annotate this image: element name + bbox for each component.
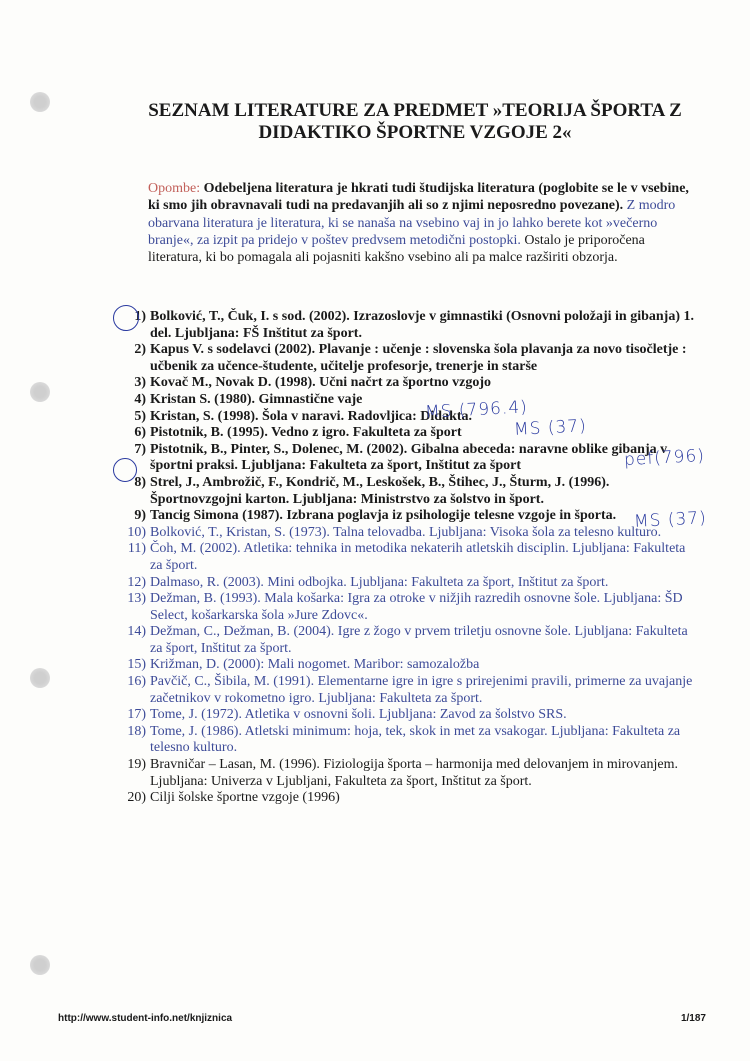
- list-item: [110, 757, 700, 790]
- item-number: 14): [127, 624, 146, 640]
- item-number: 12): [127, 574, 146, 590]
- list-item: [110, 342, 700, 375]
- item-text: Čoh, M. (2002). Atletika: tehnika in metodika nekaterih atletskih disciplin. Ljubljana: Fakulteta za šport.: [150, 541, 686, 573]
- item-text: Dalmaso, R. (2003). Mini odbojka. Ljubljana: Fakulteta za šport, Inštitut za šport.: [150, 574, 609, 590]
- literature-list: [110, 309, 700, 807]
- list-item: [110, 657, 700, 674]
- item-number: 9): [134, 508, 146, 524]
- list-item: [110, 508, 700, 525]
- list-item: [110, 575, 700, 592]
- pen-circle-mark: [113, 458, 137, 482]
- item-text: Tome, J. (1986). Atletski minimum: hoja, tek, skok in met za vsakogar. Ljubljana: Fakulteta za telesno kulturo.: [150, 723, 681, 756]
- item-number: 20): [127, 790, 146, 806]
- item-number: 19): [127, 757, 146, 773]
- item-number: 1): [134, 309, 146, 324]
- handwritten-annotation: MS (37): [513, 416, 588, 440]
- item-text: Dežman, B. (1993). Mala košarka: Igra za otroke v nižjih razredih osnovne šole. Ljubljana: ŠD Select, košarkarska šola »Jure Zdovc«.: [150, 591, 683, 623]
- item-number: 16): [127, 674, 146, 690]
- list-item: [110, 425, 700, 442]
- item-text: Bolković, T., Čuk, I. s sod. (2002). Izrazoslovje v gimnastiki (Osnovni položaji in gibanja) 1. del. Ljubljana: FŠ Inštitut za šport.: [150, 309, 694, 341]
- item-text: Pistotnik, B. (1995). Vedno z igro. Fakulteta za šport: [150, 425, 462, 441]
- item-text: Tome, J. (1972). Atletika v osnovni šoli. Ljubljana: Zavod za šolstvo SRS.: [150, 707, 567, 723]
- list-item: [110, 624, 700, 657]
- note-paragraph: [148, 180, 693, 266]
- list-item: [110, 375, 700, 392]
- footer-url[interactable]: http://www.student-info.net/knjiznica: [58, 1013, 233, 1024]
- page-number: 1/187: [680, 1013, 706, 1024]
- note-blue-text: Z modro obarvana literatura je literatura, ki se nanaša na vsebino vaj in jo lahko berete kot »večerno branje«, za izpit pa pridejo v poštev predvsem metodični postopki.: [148, 198, 676, 248]
- item-number: 10): [127, 524, 146, 540]
- punch-hole: [30, 382, 50, 402]
- item-number: 5): [134, 408, 146, 424]
- item-text: Tancig Simona (1987). Izbrana poglavja iz psihologije telesne vzgoje in športa.: [150, 508, 617, 524]
- item-text: Kristan, S. (1998). Šola v naravi. Radovljica: Didakta.: [150, 408, 473, 424]
- pen-circle-mark: [113, 305, 139, 331]
- list-item: [110, 790, 700, 807]
- item-number: 3): [134, 375, 146, 391]
- list-item: [110, 724, 700, 757]
- item-number: 11): [127, 541, 146, 557]
- item-number: 18): [127, 723, 146, 739]
- list-item: [110, 707, 700, 724]
- item-number: 2): [134, 342, 146, 358]
- item-text: Pavčič, C., Šibila, M. (1991). Elementarne igre in igre s prirejenimi pravili, primerne za uvajanje začetnikov v rokometno igro. Ljubljana: Fakulteta za šport.: [150, 674, 693, 706]
- item-text: Strel, J., Ambrožič, F., Kondrič, M., Leskošek, B., Štihec, J., Šturm, J. (1996). Športnovzgojni karton. Ljubljana: Ministrstvo za šolstvo in šport.: [150, 474, 610, 507]
- item-number: 8): [134, 474, 146, 490]
- item-text: Cilji šolske športne vzgoje (1996): [150, 790, 340, 806]
- item-text: Kapus V. s sodelavci (2002). Plavanje : učenje : slovenska šola plavanja za novo tisočletje : učbenik za učence-študente, učitelje profesorje, trenerje in starše: [150, 342, 687, 374]
- handwritten-annotation: MS (37): [633, 508, 708, 532]
- note-label: Opombe:: [148, 181, 201, 196]
- handwritten-annotation: MS (796.4): [424, 397, 529, 423]
- list-item: [110, 525, 700, 542]
- item-number: 15): [127, 657, 146, 673]
- item-number: 7): [134, 441, 146, 457]
- list-item: [110, 475, 700, 508]
- item-text: Kovač M., Novak D. (1998). Učni načrt za športno vzgojo: [150, 375, 492, 391]
- item-text: Bravničar – Lasan, M. (1996). Fiziologija športa – harmonija med delovanjem in mirovanjem. Ljubljana: Univerza v Ljubljani, Fakulteta za šport, Inštitut za šport.: [150, 757, 678, 789]
- list-item: [110, 442, 700, 475]
- handwritten-annotation: pef(796): [623, 445, 706, 471]
- punch-hole: [30, 92, 50, 112]
- list-item: [110, 541, 700, 574]
- item-text: Bolković, T., Kristan, S. (1973). Talna telovadba. Ljubljana: Visoka šola za telesno kulturo.: [150, 524, 662, 540]
- list-item: [110, 591, 700, 624]
- list-item: [110, 674, 700, 707]
- item-text: Križman, D. (2000): Mali nogomet. Maribor: samozaložba: [150, 657, 480, 673]
- item-number: 17): [127, 707, 146, 723]
- item-number: 6): [134, 425, 146, 441]
- item-number: 13): [127, 591, 146, 607]
- list-item: [110, 392, 700, 409]
- item-text: Dežman, C., Dežman, B. (2004). Igre z žogo v prvem triletju osnovne šole. Ljubljana: Fakulteta za šport, Inštitut za šport.: [150, 624, 688, 656]
- punch-hole: [30, 955, 50, 975]
- note-bold-text: Odebeljena literatura je hkrati tudi študijska literatura (poglobite se le v vsebine, ki smo jih obravnavali tudi na predavanjih ali so z njimi neposredno povezane).: [148, 181, 689, 214]
- item-text: Kristan S. (1980). Gimnastične vaje: [150, 391, 363, 407]
- note-plain-text: Ostalo je priporočena literatura, ki bo pomagala ali pojasniti kakšno vsebino ali pa malce razširiti obzorja.: [148, 232, 645, 266]
- document-title: SEZNAM LITERATURE ZA PREDMET »TEORIJA ŠPORTA Z DIDAKTIKO ŠPORTNE VZGOJE 2«: [148, 100, 682, 143]
- punch-hole: [30, 668, 50, 688]
- list-item: [110, 309, 700, 342]
- item-text: Pistotnik, B., Pinter, S., Dolenec, M. (2002). Gibalna abeceda: naravne oblike gibanja v športni praksi. Ljubljana: Fakulteta za šport, Inštitut za šport: [150, 441, 668, 474]
- list-item: [110, 409, 700, 426]
- item-number: 4): [134, 391, 146, 407]
